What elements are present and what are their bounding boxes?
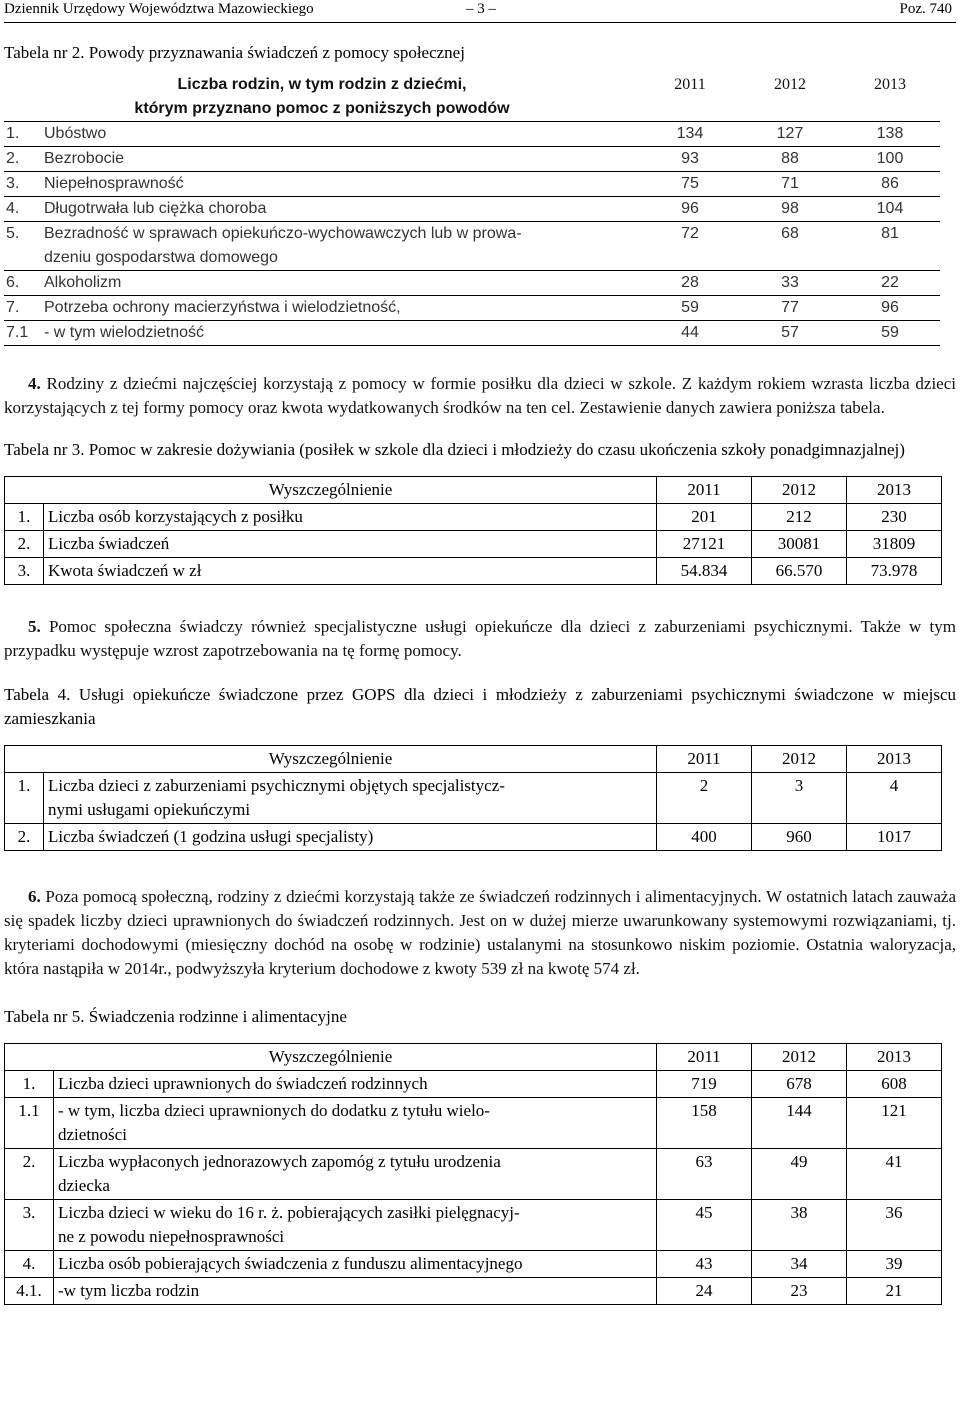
table5-row-label bbox=[54, 1251, 657, 1278]
table3-row-value: 73.978 bbox=[847, 558, 942, 585]
table2-row-value: 57 bbox=[740, 321, 840, 346]
table2-row-label bbox=[42, 222, 640, 271]
table5-row bbox=[5, 1098, 942, 1149]
table2-row bbox=[4, 197, 940, 222]
table2-row-value: 96 bbox=[640, 197, 740, 222]
paragraph-4-number: 4. bbox=[28, 374, 41, 393]
table2-row-value: 33 bbox=[740, 271, 840, 296]
table5-row-label bbox=[54, 1149, 657, 1200]
table4-row-value: 2 bbox=[657, 773, 752, 824]
table4-year: 2012 bbox=[752, 746, 847, 773]
table5-row-value: 608 bbox=[847, 1071, 942, 1098]
table5-year: 2013 bbox=[847, 1044, 942, 1071]
table3-row-value: 230 bbox=[847, 504, 942, 531]
table4-row-number: 2. bbox=[5, 824, 44, 851]
paragraph-6 bbox=[4, 885, 956, 981]
table4-row-label-line: Liczba świadczeń (1 godzina usługi specjalisty) bbox=[48, 827, 374, 846]
position-number: Poz. 740 bbox=[899, 1, 952, 17]
table5-row-value: 41 bbox=[847, 1149, 942, 1200]
table5-row-number: 3. bbox=[5, 1200, 54, 1251]
table2-row-label-line: - w tym wielodzietność bbox=[44, 324, 205, 341]
table5-row-label-line: dzietności bbox=[58, 1125, 127, 1144]
table3-row-label bbox=[44, 558, 657, 585]
table5-row-value: 24 bbox=[657, 1278, 752, 1305]
table2-row-value: 71 bbox=[740, 172, 840, 197]
table5-row-label-line: Liczba dzieci w wieku do 16 r. ż. pobierających zasiłki pielęgnacyj- bbox=[58, 1203, 520, 1222]
table2-row-value: 98 bbox=[740, 197, 840, 222]
table5-row bbox=[5, 1251, 942, 1278]
table5-body bbox=[5, 1071, 942, 1305]
table5-row-label-line: Liczba osób pobierających świadczenia z funduszu alimentacyjnego bbox=[58, 1254, 523, 1273]
table5-row-label-line: Liczba wypłaconych jednorazowych zapomóg z tytułu urodzenia bbox=[58, 1152, 501, 1171]
paragraph-5 bbox=[4, 615, 956, 663]
table2-row-label-line: Ubóstwo bbox=[44, 125, 107, 142]
table2-row-number: 2. bbox=[4, 147, 42, 172]
table4-header-label: Wyszczególnienie bbox=[5, 746, 657, 773]
table5-row bbox=[5, 1278, 942, 1305]
table2-row-label-line: Bezradność w sprawach opiekuńczo-wychowawczych lub w prowa- bbox=[44, 225, 522, 242]
table2-row-value: 44 bbox=[640, 321, 740, 346]
table2-row-value: 75 bbox=[640, 172, 740, 197]
table2-row-label-line: dzeniu gospodarstwa domowego bbox=[44, 249, 278, 266]
table5-row-label-line: - w tym, liczba dzieci uprawnionych do dodatku z tytułu wielo- bbox=[58, 1101, 490, 1120]
table2-row-number: 4. bbox=[4, 197, 42, 222]
table2-row-value: 138 bbox=[840, 122, 940, 147]
table4-row-value: 400 bbox=[657, 824, 752, 851]
table5-row bbox=[5, 1200, 942, 1251]
table3-row-label-line: Liczba osób korzystających z posiłku bbox=[48, 507, 303, 526]
paragraph-5-text: Pomoc społeczna świadczy również specjalistyczne usługi opiekuńcze dla dzieci z zaburzeniami psychicznymi. Także w tym przypadku występuje wzrost zapotrzebowania na tę formę pomocy. bbox=[4, 617, 956, 660]
table5-row-label bbox=[54, 1278, 657, 1305]
table3-row-label bbox=[44, 531, 657, 558]
table2-row bbox=[4, 271, 940, 296]
table4-row bbox=[5, 824, 942, 851]
table5-row-label-line: -w tym liczba rodzin bbox=[58, 1281, 200, 1300]
table2-row-label bbox=[42, 147, 640, 172]
table5-header-label: Wyszczególnienie bbox=[5, 1044, 657, 1071]
table2-row-number: 1. bbox=[4, 122, 42, 147]
table5-row-value: 144 bbox=[752, 1098, 847, 1149]
table2-row-value: 134 bbox=[640, 122, 740, 147]
table2-row-value: 96 bbox=[840, 296, 940, 321]
table5-header-row bbox=[5, 1044, 942, 1071]
paragraph-6-text: Poza pomocą społeczną, rodziny z dziećmi korzystają także ze świadczeń rodzinnych i alimentacyjnych. W ostatnich latach zauważa się spadek liczby dzieci uprawnionych do świadczeń rodzinnych. Jest on w dużej mierze uwarunkowany systemowymi rozwiązaniami, tj. kryteriami dochodowymi (miesięczny dochód na osobę w rodzinie) ustalanymi na stosunkowo niskim poziomie. Ostatnia waloryzacja, która nastąpiła w 2014r., podwyższyła kryterium dochodowe z kwoty 539 zł na kwotę 574 zł. bbox=[4, 887, 957, 978]
table2-row-label-line: Potrzeba ochrony macierzyństwa i wielodzietność, bbox=[44, 299, 401, 316]
table2-row-value: 81 bbox=[840, 222, 940, 271]
table2-row-label bbox=[42, 321, 640, 346]
table5-row-value: 21 bbox=[847, 1278, 942, 1305]
table5-caption: Tabela nr 5. Świadczenia rodzinne i alimentacyjne bbox=[4, 1007, 347, 1026]
table4-row-label-line: Liczba dzieci z zaburzeniami psychicznymi objętych specjalistycz- bbox=[48, 776, 505, 795]
table3-year: 2012 bbox=[752, 477, 847, 504]
table2-row-label-line: Bezrobocie bbox=[44, 150, 125, 167]
table5-row-label bbox=[54, 1071, 657, 1098]
table4-row-value: 4 bbox=[847, 773, 942, 824]
table5-row-number: 4.1. bbox=[5, 1278, 54, 1305]
table5-row-value: 23 bbox=[752, 1278, 847, 1305]
table3-row-value: 54.834 bbox=[657, 558, 752, 585]
table3-row-value: 27121 bbox=[657, 531, 752, 558]
table2-row-value: 68 bbox=[740, 222, 840, 271]
table5-row-label bbox=[54, 1200, 657, 1251]
table2-row bbox=[4, 296, 940, 321]
table2-row-label bbox=[42, 271, 640, 296]
table2-row-label bbox=[42, 122, 640, 147]
table2-row bbox=[4, 122, 940, 147]
table2-row-value: 59 bbox=[640, 296, 740, 321]
table4-header-row bbox=[5, 746, 942, 773]
table3-row-value: 201 bbox=[657, 504, 752, 531]
table5-row bbox=[5, 1071, 942, 1098]
table2-row bbox=[4, 172, 940, 197]
journal-title: Dziennik Urzędowy Województwa Mazowieckiego bbox=[4, 1, 314, 17]
table2-header-label bbox=[4, 73, 640, 122]
table3-row bbox=[5, 504, 942, 531]
table2-row-label-line: Alkoholizm bbox=[44, 274, 122, 291]
table4-body bbox=[5, 773, 942, 851]
table4-year: 2013 bbox=[847, 746, 942, 773]
table3-row bbox=[5, 531, 942, 558]
table4-row-value: 1017 bbox=[847, 824, 942, 851]
table3-body bbox=[5, 504, 942, 585]
table3-row-number: 1. bbox=[5, 504, 44, 531]
table5-row-value: 719 bbox=[657, 1071, 752, 1098]
paragraph-6-number: 6. bbox=[28, 887, 41, 906]
table4 bbox=[4, 745, 942, 851]
table3-header-label: Wyszczególnienie bbox=[5, 477, 657, 504]
table2-row-value: 28 bbox=[640, 271, 740, 296]
table2-row-value: 86 bbox=[840, 172, 940, 197]
table5-row-value: 36 bbox=[847, 1200, 942, 1251]
page-number: – 3 – bbox=[466, 1, 496, 17]
table2-row-number: 6. bbox=[4, 271, 42, 296]
table2-row-value: 100 bbox=[840, 147, 940, 172]
table3-row-label-line: Kwota świadczeń w zł bbox=[48, 561, 202, 580]
table5-row-number: 1. bbox=[5, 1071, 54, 1098]
table5-row-number: 4. bbox=[5, 1251, 54, 1278]
table2-row-label-line: Długotrwała lub ciężka choroba bbox=[44, 200, 267, 217]
table5-year: 2011 bbox=[657, 1044, 752, 1071]
table5-row-value: 158 bbox=[657, 1098, 752, 1149]
table5-row-value: 34 bbox=[752, 1251, 847, 1278]
table2 bbox=[4, 73, 940, 346]
table5-row-number: 1.1 bbox=[5, 1098, 54, 1149]
table5-row-value: 678 bbox=[752, 1071, 847, 1098]
table5-row-value: 45 bbox=[657, 1200, 752, 1251]
table2-row bbox=[4, 321, 940, 346]
table5-row-value: 43 bbox=[657, 1251, 752, 1278]
table2-row-number: 3. bbox=[4, 172, 42, 197]
paragraph-5-number: 5. bbox=[28, 617, 41, 636]
table3-year: 2011 bbox=[657, 477, 752, 504]
table3-row-label bbox=[44, 504, 657, 531]
table5-row bbox=[5, 1149, 942, 1200]
table3-row-value: 30081 bbox=[752, 531, 847, 558]
table2-row-label bbox=[42, 172, 640, 197]
paragraph-4-text: Rodziny z dziećmi najczęściej korzystają z pomocy w formie posiłku dla dzieci w szkole. Z każdym rokiem wzrasta liczba dzieci korzystających z tej formy pomocy oraz kwota wydatkowanych środków na ten cel. Zestawienie danych zawiera poniższa tabela. bbox=[4, 374, 956, 417]
table2-row-value: 22 bbox=[840, 271, 940, 296]
table2-year: 2012 bbox=[740, 73, 840, 122]
table3-year: 2013 bbox=[847, 477, 942, 504]
table2-row-value: 88 bbox=[740, 147, 840, 172]
table2-row bbox=[4, 222, 940, 271]
table5-year: 2012 bbox=[752, 1044, 847, 1071]
document-page bbox=[4, 0, 956, 1305]
table4-row-value: 960 bbox=[752, 824, 847, 851]
table2-row-label bbox=[42, 197, 640, 222]
table2-row-number: 7.1 bbox=[4, 321, 42, 346]
table2-year: 2011 bbox=[640, 73, 740, 122]
table3-row-value: 31809 bbox=[847, 531, 942, 558]
table2-body bbox=[4, 122, 940, 346]
table3-header-row bbox=[5, 477, 942, 504]
table3 bbox=[4, 476, 942, 585]
table5-row-value: 39 bbox=[847, 1251, 942, 1278]
table4-row-number: 1. bbox=[5, 773, 44, 824]
table3-row bbox=[5, 558, 942, 585]
table4-row-label-line: nymi usługami opiekuńczymi bbox=[48, 800, 251, 819]
table4-row bbox=[5, 773, 942, 824]
table2-row bbox=[4, 147, 940, 172]
table4-year: 2011 bbox=[657, 746, 752, 773]
paragraph-4 bbox=[4, 372, 956, 420]
table2-row-number: 5. bbox=[4, 222, 42, 271]
table2-row-value: 77 bbox=[740, 296, 840, 321]
page-header bbox=[4, 0, 956, 23]
table2-row-label-line: Niepełnosprawność bbox=[44, 175, 184, 192]
table2-header-row bbox=[4, 73, 940, 122]
table2-row-value: 72 bbox=[640, 222, 740, 271]
table3-row-number: 2. bbox=[5, 531, 44, 558]
table2-header-line2: którym przyznano pomoc z poniższych powodów bbox=[134, 100, 510, 117]
table5 bbox=[4, 1043, 942, 1305]
table2-header-line1: Liczba rodzin, w tym rodzin z dziećmi, bbox=[177, 76, 467, 93]
table5-row-value: 121 bbox=[847, 1098, 942, 1149]
table5-row-value: 38 bbox=[752, 1200, 847, 1251]
table5-row-number: 2. bbox=[5, 1149, 54, 1200]
table3-row-number: 3. bbox=[5, 558, 44, 585]
table2-row-value: 104 bbox=[840, 197, 940, 222]
table3-row-value: 212 bbox=[752, 504, 847, 531]
table2-year: 2013 bbox=[840, 73, 940, 122]
table2-row-value: 59 bbox=[840, 321, 940, 346]
table3-row-label-line: Liczba świadczeń bbox=[48, 534, 170, 553]
table5-row-label-line: dziecka bbox=[58, 1176, 110, 1195]
table2-row-label bbox=[42, 296, 640, 321]
table4-row-label bbox=[44, 773, 657, 824]
table2-caption: Tabela nr 2. Powody przyznawania świadczeń z pomocy społecznej bbox=[4, 43, 465, 62]
table4-row-label bbox=[44, 824, 657, 851]
table5-row-value: 63 bbox=[657, 1149, 752, 1200]
table4-caption: Tabela 4. Usługi opiekuńcze świadczone przez GOPS dla dzieci i młodzieży z zaburzeniami psychicznymi świadczone w miejscu zamieszkania bbox=[4, 685, 956, 728]
table5-row-value: 49 bbox=[752, 1149, 847, 1200]
table3-caption: Tabela nr 3. Pomoc w zakresie dożywiania (posiłek w szkole dla dzieci i młodzieży do czasu ukończenia szkoły ponadgimnazjalnej) bbox=[4, 440, 905, 459]
table2-row-value: 93 bbox=[640, 147, 740, 172]
table2-row-number: 7. bbox=[4, 296, 42, 321]
table2-row-value: 127 bbox=[740, 122, 840, 147]
table5-row-label bbox=[54, 1098, 657, 1149]
table3-row-value: 66.570 bbox=[752, 558, 847, 585]
table5-row-label-line: Liczba dzieci uprawnionych do świadczeń rodzinnych bbox=[58, 1074, 428, 1093]
table4-row-value: 3 bbox=[752, 773, 847, 824]
table5-row-label-line: ne z powodu niepełnosprawności bbox=[58, 1227, 285, 1246]
